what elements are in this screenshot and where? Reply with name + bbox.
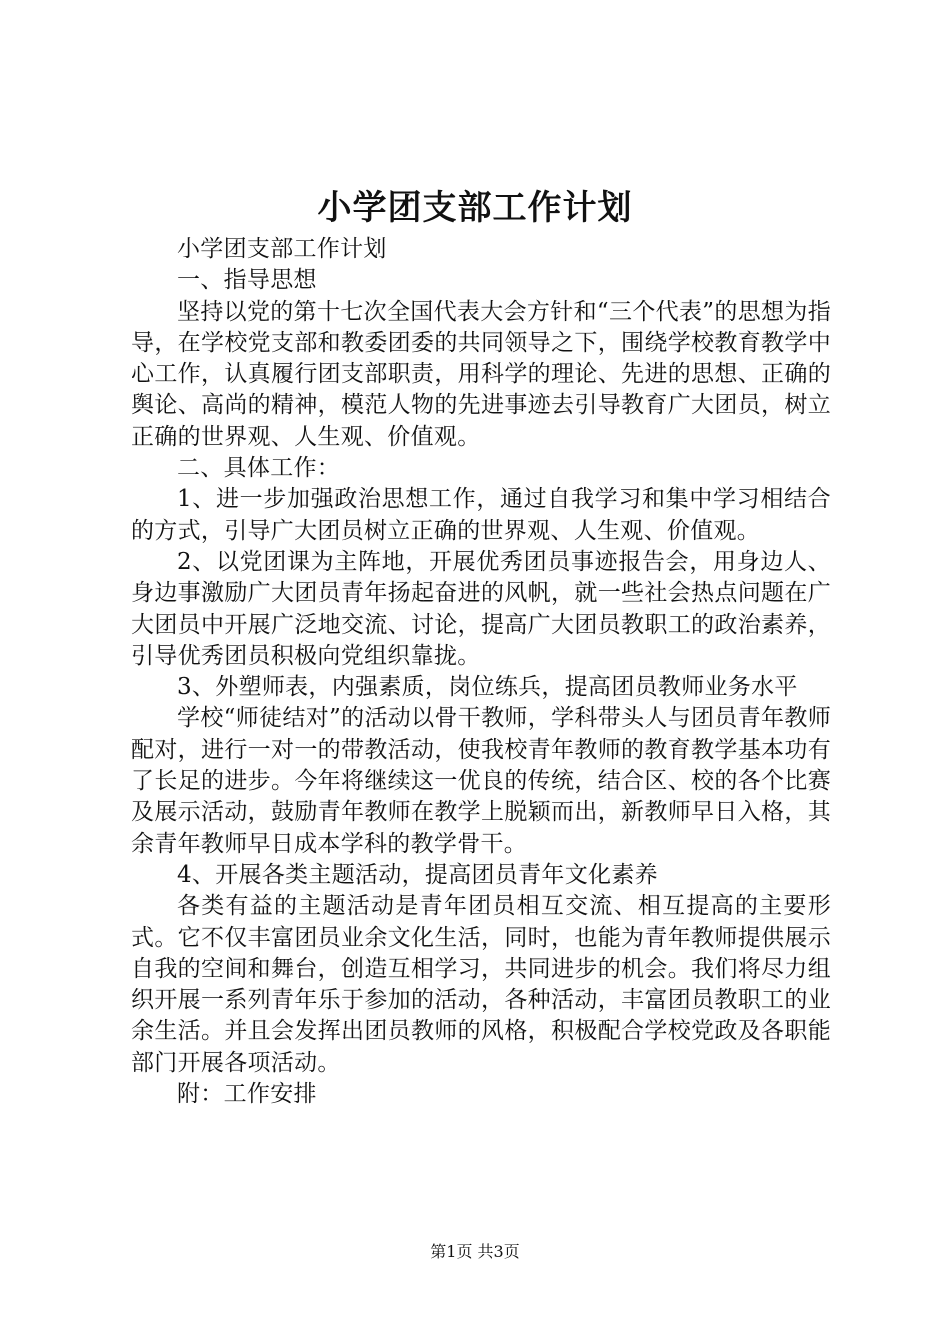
- heading-specific-work: 二、具体工作：: [177, 455, 341, 482]
- paragraph-item-1: 1、进一步加强政治思想工作，通过自我学习和集中学习相结合的方式，引导广大团员树立正确的世界观、人生观、价值观。: [131, 486, 831, 544]
- paragraph-subtitle: 小学团支部工作计划: [177, 236, 387, 262]
- page-footer: 第1页 共3页: [430, 1242, 520, 1261]
- document-title: 小学团支部工作计划: [317, 188, 633, 228]
- paragraph-item-3-heading: 3、外塑师表，内强素质，岗位练兵，提高团员教师业务水平: [177, 674, 798, 701]
- heading-guiding-ideology: 一、指导思想: [177, 267, 317, 294]
- paragraph-item-2: 2、以党团课为主阵地，开展优秀团员事迹报告会，用身边人、身边事激励广大团员青年扬起奋进的风帆，就一些社会热点问题在广大团员中开展广泛地交流、讨论，提高广大团员教职工的政治素养，引导优秀团员积极向党组织靠拢。: [131, 548, 831, 669]
- paragraph-guiding-ideology: 坚持以党的第十七次全国代表大会方针和“三个代表”的思想为指导，在学校党支部和教委团委的共同领导之下，围绕学校教育教学中心工作，认真履行团支部职责，用科学的理论、先进的思想、正确的舆论、高尚的精神，模范人物的先进事迹去引导教育广大团员，树立正确的世界观、人生观、价值观。: [131, 298, 831, 450]
- document-body: [131, 234, 831, 1110]
- paragraph-item-4-heading: 4、开展各类主题活动，提高团员青年文化素养: [177, 861, 658, 888]
- paragraph-item-4-body: 各类有益的主题活动是青年团员相互交流、相互提高的主要形式。它不仅丰富团员业余文化生活，同时，也能为青年教师提供展示自我的空间和舞台，创造互相学习，共同进步的机会。我们将尽力组织开展一系列青年乐于参加的活动，各种活动，丰富团员教职工的业余生活。并且会发挥出团员教师的风格，积极配合学校党政及各职能部门开展各项活动。: [131, 893, 831, 1076]
- paragraph-item-3-body: 学校“师徒结对”的活动以骨干教师，学科带头人与团员青年教师配对，进行一对一的带教活动，使我校青年教师的教育教学基本功有了长足的进步。今年将继续这一优良的传统，结合区、校的各个比赛及展示活动，鼓励青年教师在教学上脱颖而出，新教师早日入格，其余青年教师早日成本学科的教学骨干。: [131, 705, 831, 857]
- paragraph-appendix: 附：工作安排: [177, 1081, 317, 1108]
